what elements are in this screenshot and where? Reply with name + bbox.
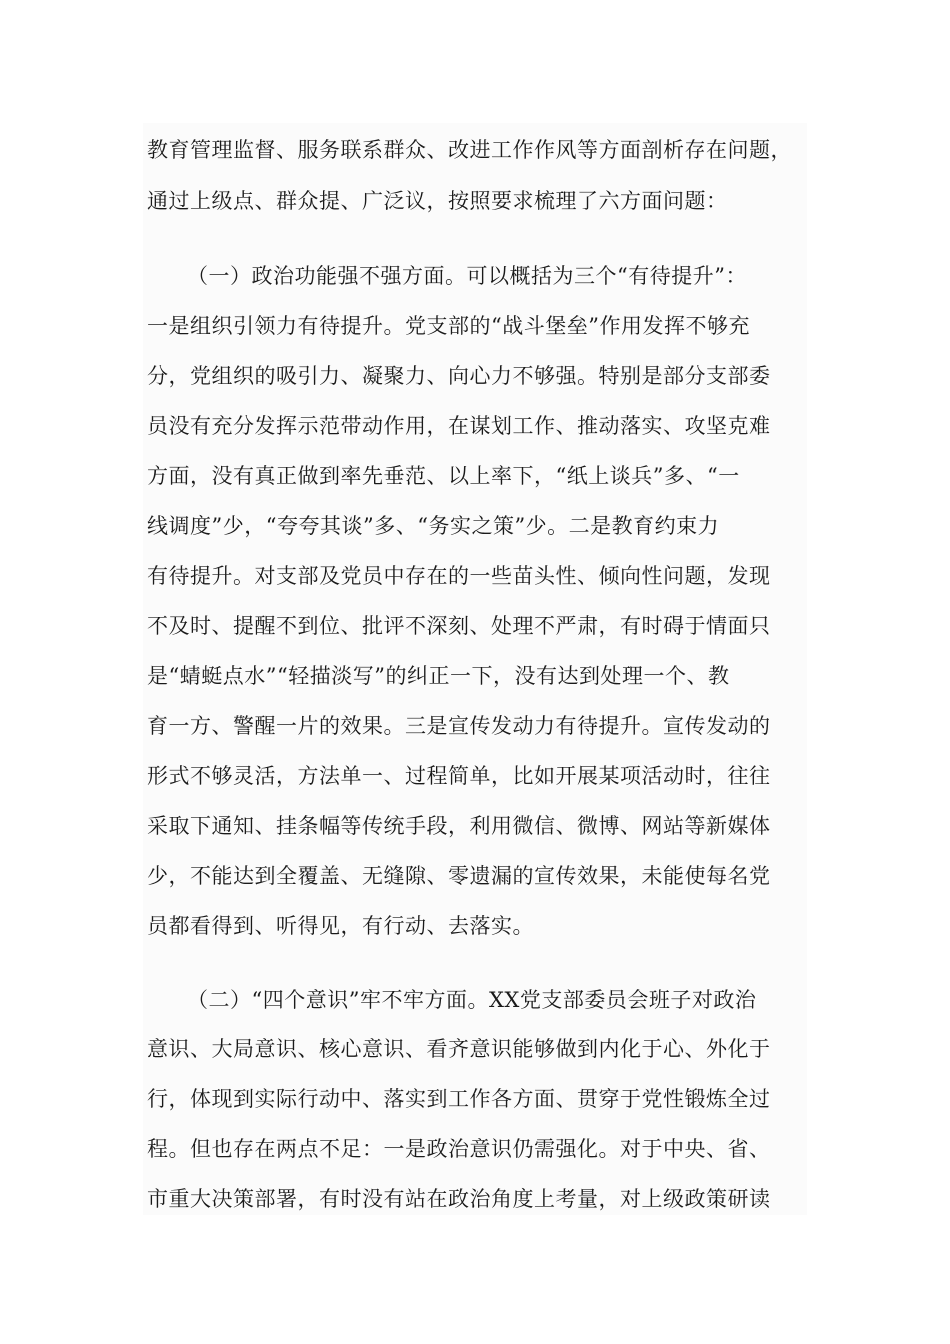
text-line: 意识、大局意识、核心意识、看齐意识能够做到内化于心、外化于 xyxy=(147,1037,771,1061)
text-line: 育一方、警醒一片的效果。三是宣传发动力有待提升。宣传发动的 xyxy=(147,714,771,738)
text-line: 方面，没有真正做到率先垂范、以上率下，“纸上谈兵”多、“一 xyxy=(147,464,740,488)
text-line: 员都看得到、听得见，有行动、去落实。 xyxy=(147,914,534,938)
text-line: 教育管理监督、服务联系群众、改进工作作风等方面剖析存在问题， xyxy=(147,138,792,162)
section-heading-2: （二）“四个意识”牢不牢方面。XX党支部委员会班子对政治 xyxy=(187,988,757,1012)
text-line: 程。但也存在两点不足：一是政治意识仍需强化。对于中央、省、 xyxy=(147,1137,771,1161)
text-line: 分，党组织的吸引力、凝聚力、向心力不够强。特别是部分支部委 xyxy=(147,364,771,388)
text-line: 员没有充分发挥示范带动作用，在谋划工作、推动落实、攻坚克难 xyxy=(147,414,771,438)
text-line: 行，体现到实际行动中、落实到工作各方面、贯穿于党性锻炼全过 xyxy=(147,1087,771,1111)
text-line: 市重大决策部署，有时没有站在政治角度上考量，对上级政策研读 xyxy=(147,1187,771,1211)
text-line: 形式不够灵活，方法单一、过程简单，比如开展某项活动时，往往 xyxy=(147,764,771,788)
text-line: 通过上级点、群众提、广泛议，按照要求梳理了六方面问题： xyxy=(147,189,728,213)
text-line: 少，不能达到全覆盖、无缝隙、零遗漏的宣传效果，未能使每名党 xyxy=(147,864,771,888)
text-line: 采取下通知、挂条幅等传统手段，利用微信、微博、网站等新媒体 xyxy=(147,814,771,838)
text-line: 一是组织引领力有待提升。党支部的“战斗堡垒”作用发挥不够充 xyxy=(147,314,750,338)
text-line: 不及时、提醒不到位、批评不深刻、处理不严肃，有时碍于情面只 xyxy=(147,614,771,638)
text-line: 是“蜻蜓点水”“轻描淡写”的纠正一下，没有达到处理一个、教 xyxy=(147,664,730,688)
text-line: 线调度”少，“夸夸其谈”多、“务实之策”少。二是教育约束力 xyxy=(147,514,720,538)
section-heading-1: （一）政治功能强不强方面。可以概括为三个“有待提升”： xyxy=(187,264,747,288)
text-line: 有待提升。对支部及党员中存在的一些苗头性、倾向性问题，发现 xyxy=(147,564,771,588)
